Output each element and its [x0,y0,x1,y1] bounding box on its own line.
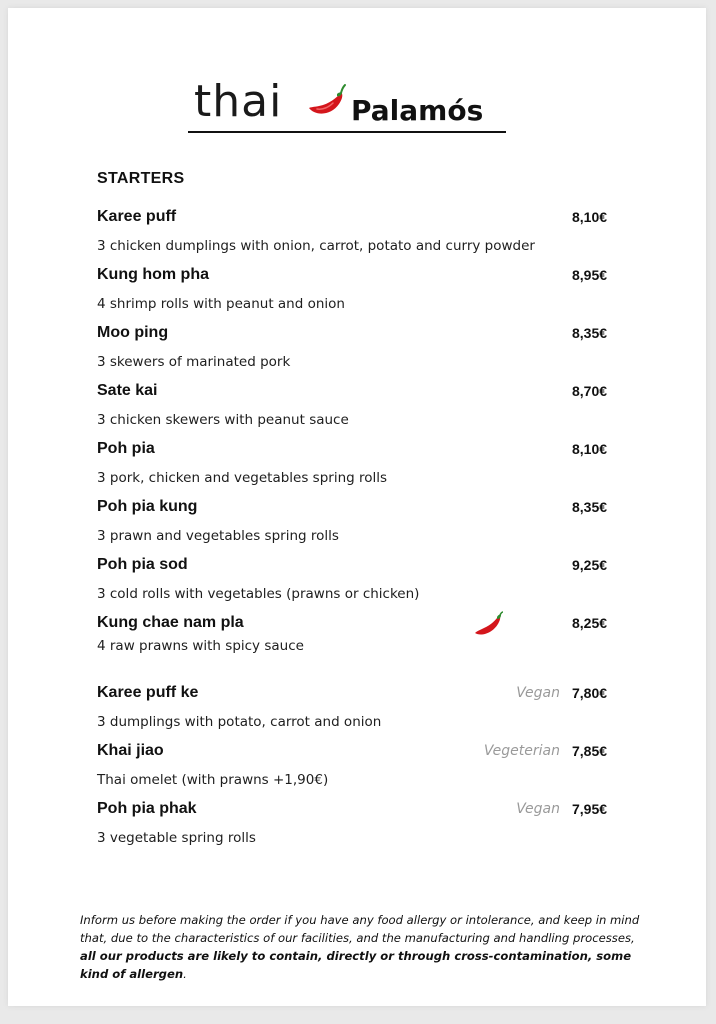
allergen-note [80,911,640,983]
item-price: 7,80€ [572,685,608,701]
allergen-note-bold: all our products are likely to contain, directly or through cross-contamination, some kind of allergen [80,949,632,981]
item-price: 8,10€ [572,209,608,225]
allergen-note-text: Inform us before making the order if you have any food allergy or intolerance, and keep in mind that, due to the characteristics of our facilities, and the manufacturing and handling processes, [80,913,640,945]
item-description: 3 prawn and vegetables spring rolls [97,528,339,544]
item-description: 4 shrimp rolls with peanut and onion [97,296,345,312]
item-description: 3 skewers of marinated pork [97,354,291,370]
section-title: STARTERS [97,170,185,187]
allergen-note-end: . [183,967,187,981]
restaurant-header [188,78,506,134]
item-price: 8,35€ [572,325,608,341]
item-price: 8,70€ [572,383,608,399]
item-description: Thai omelet (with prawns +1,90€) [97,772,329,788]
item-description: 3 cold rolls with vegetables (prawns or chicken) [97,586,420,602]
item-diet-tag: Vegan [516,685,560,701]
item-name: Moo ping [97,324,169,341]
brand-logo-text: thai [194,76,283,127]
item-price: 7,85€ [572,743,608,759]
header-underline [188,131,506,133]
item-name: Poh pia phak [97,800,197,817]
item-name: Poh pia sod [97,556,188,573]
chili-pepper-icon [301,82,347,122]
item-price: 7,95€ [572,801,608,817]
menu-page [8,8,706,1006]
item-name: Poh pia kung [97,498,198,515]
item-description: 3 dumplings with potato, carrot and onion [97,714,382,730]
item-price: 8,10€ [572,441,608,457]
item-diet-tag: Vegeterian [483,743,560,759]
item-price: 9,25€ [572,557,608,573]
item-price: 8,35€ [572,499,608,515]
item-price: 8,95€ [572,267,608,283]
item-price: 8,25€ [572,615,608,631]
item-name: Karee puff [97,208,177,225]
item-description: 4 raw prawns with spicy sauce [97,638,304,654]
item-name: Karee puff ke [97,684,199,701]
item-name: Kung hom pha [97,266,209,283]
item-name: Poh pia [97,440,155,457]
item-name: Kung chae nam pla [97,614,244,631]
restaurant-city: Palamós [351,94,484,127]
item-description: 3 chicken skewers with peanut sauce [97,412,349,428]
chili-pepper-icon [472,611,504,637]
item-description: 3 chicken dumplings with onion, carrot, potato and curry powder [97,238,535,254]
item-diet-tag: Vegan [516,801,560,817]
item-description: 3 pork, chicken and vegetables spring rolls [97,470,388,486]
item-name: Khai jiao [97,742,164,759]
item-description: 3 vegetable spring rolls [97,830,256,846]
item-name: Sate kai [97,382,158,399]
